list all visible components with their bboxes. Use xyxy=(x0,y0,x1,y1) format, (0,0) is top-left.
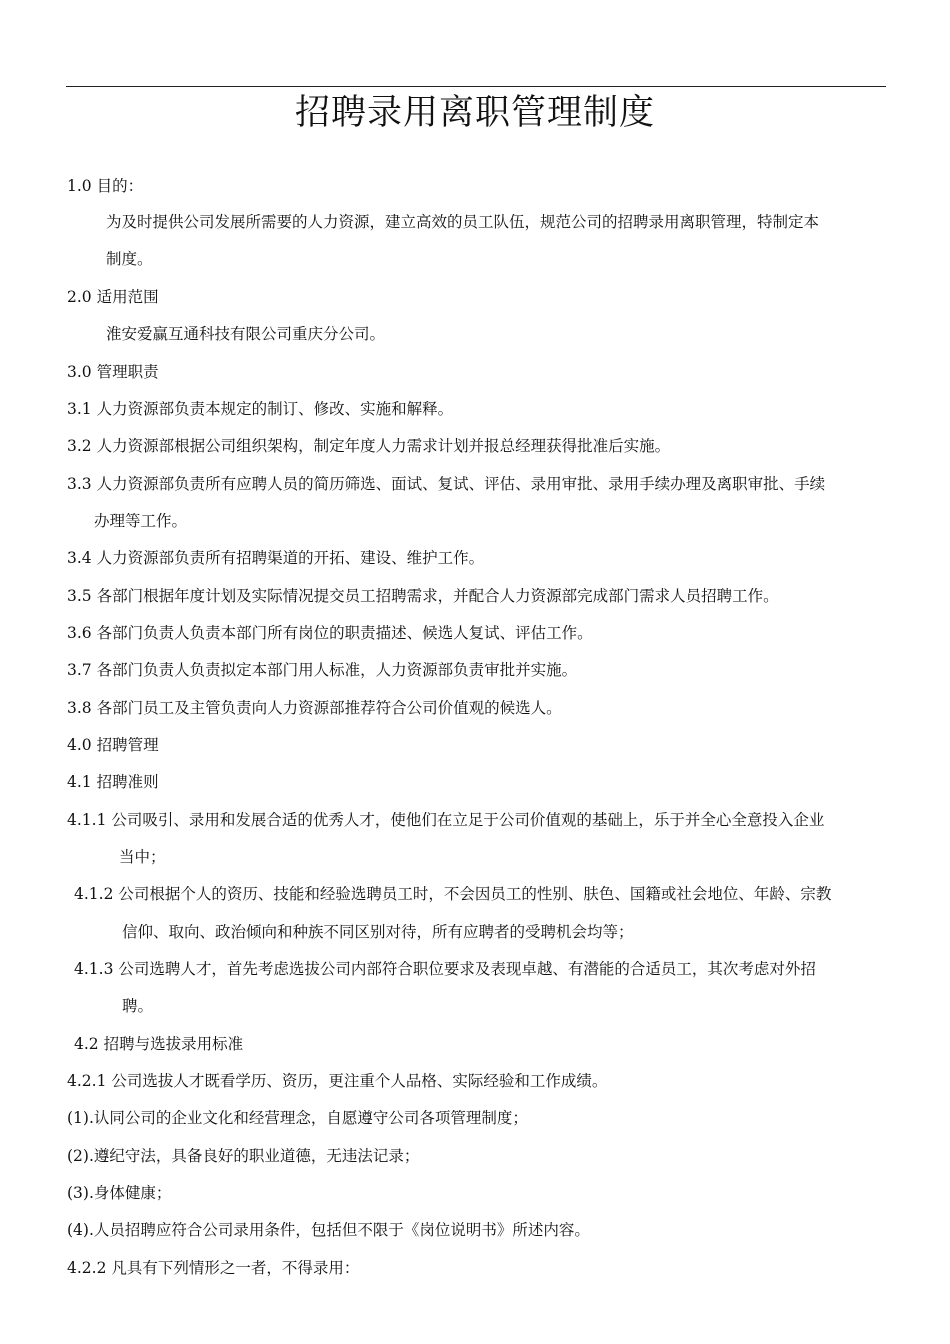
text-line: 4.1 招聘准则 xyxy=(67,773,159,791)
text-line: (2).遵纪守法，具备良好的职业道德，无违法记录； xyxy=(67,1147,420,1165)
text-line: 当中； xyxy=(119,848,166,866)
header-rule xyxy=(66,86,886,87)
text-line: 办理等工作。 xyxy=(94,512,188,530)
text-line: 为及时提供公司发展所需要的人力资源，建立高效的员工队伍，规范公司的招聘录用离职管理，特制定本 xyxy=(106,213,820,231)
text-line: 3.2 人力资源部根据公司组织架构，制定年度人力需求计划并报总经理获得批准后实施。 xyxy=(67,437,671,455)
text-line: 4.2 招聘与选拔录用标准 xyxy=(74,1035,244,1053)
text-line: (3).身体健康； xyxy=(67,1184,172,1202)
text-line: 3.7 各部门负责人负责拟定本部门用人标准，人力资源部负责审批并实施。 xyxy=(67,661,578,679)
text-line: 3.1 人力资源部负责本规定的制订、修改、实施和解释。 xyxy=(67,400,454,418)
text-line: 3.3 人力资源部负责所有应聘人员的简历筛选、面试、复试、评估、录用审批、录用手续办理及离职审批、手续 xyxy=(67,475,826,493)
text-line: 4.0 招聘管理 xyxy=(67,736,159,754)
text-line: 聘。 xyxy=(122,997,154,1015)
text-line: 3.5 各部门根据年度计划及实际情况提交员工招聘需求，并配合人力资源部完成部门需求人员招聘工作。 xyxy=(67,587,779,605)
text-line: 1.0 目的： xyxy=(67,177,144,195)
text-line: 3.6 各部门负责人负责本部门所有岗位的职责描述、候选人复试、评估工作。 xyxy=(67,624,593,642)
text-line: 淮安爱赢互通科技有限公司重庆分公司。 xyxy=(106,325,386,343)
text-line: (1).认同公司的企业文化和经营理念，自愿遵守公司各项管理制度； xyxy=(67,1109,528,1127)
text-line: 4.2.2 凡具有下列情形之一者，不得录用： xyxy=(67,1259,360,1277)
document-title: 招聘录用离职管理制度 xyxy=(294,93,655,133)
text-line: 制度。 xyxy=(106,250,153,268)
text-line: 3.0 管理职责 xyxy=(67,363,159,381)
text-line: 4.1.2 公司根据个人的资历、技能和经验选聘员工时，不会因员工的性别、肤色、国籍或社会地位、年龄、宗教 xyxy=(74,885,832,903)
text-line: 2.0 适用范围 xyxy=(67,288,159,306)
text-line: 4.2.1 公司选拔人才既看学历、资历，更注重个人品格、实际经验和工作成绩。 xyxy=(67,1072,608,1090)
text-line: 4.1.3 公司选聘人才，首先考虑选拔公司内部符合职位要求及表现卓越、有潜能的合适员工，其次考虑对外招 xyxy=(74,960,816,978)
text-line: 4.1.1 公司吸引、录用和发展合适的优秀人才，使他们在立足于公司价值观的基础上，乐于并全心全意投入企业 xyxy=(67,811,825,829)
text-line: 3.4 人力资源部负责所有招聘渠道的开拓、建设、维护工作。 xyxy=(67,549,485,567)
text-line: 3.8 各部门员工及主管负责向人力资源部推荐符合公司价值观的候选人。 xyxy=(67,699,562,717)
text-line: (4).人员招聘应符合公司录用条件，包括但不限于《岗位说明书》所述内容。 xyxy=(67,1221,590,1239)
text-line: 信仰、取向、政治倾向和种族不同区别对待，所有应聘者的受聘机会均等； xyxy=(122,923,634,941)
